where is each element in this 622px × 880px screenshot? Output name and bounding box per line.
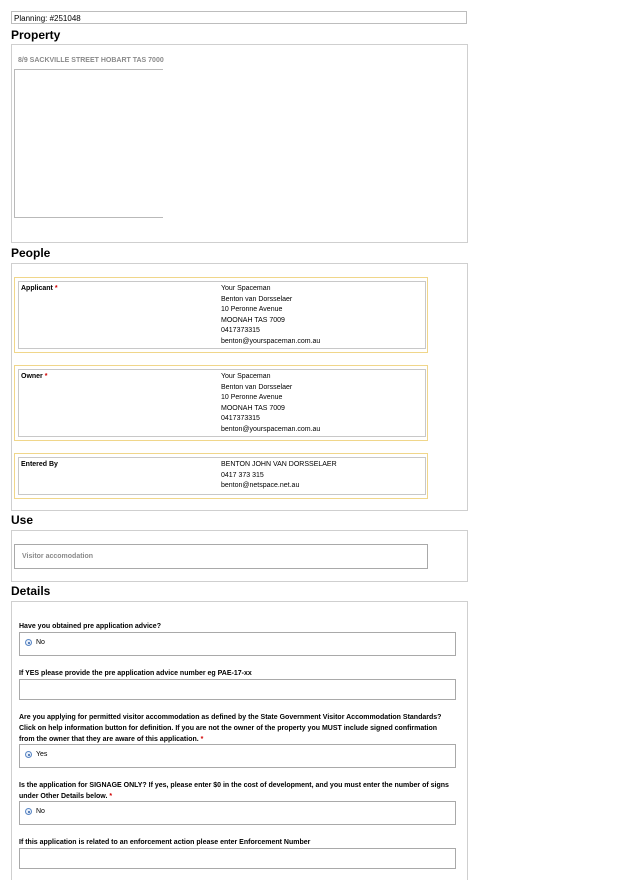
applicant-company: Your Spaceman xyxy=(221,285,271,292)
planning-number-field xyxy=(11,11,467,24)
signage-only-answer: No xyxy=(36,808,45,815)
details-heading: Details xyxy=(11,584,51,598)
owner-phone: 0417373315 xyxy=(221,415,260,423)
required-marker: * xyxy=(44,373,48,380)
signage-only-question xyxy=(19,780,449,802)
pre-application-advice-field xyxy=(19,632,456,656)
owner-name: Benton van Dorsselaer xyxy=(221,383,293,391)
pre-application-advice-question: Have you obtained pre application advice? xyxy=(19,623,161,630)
use-heading: Use xyxy=(11,513,34,527)
applicant-suburb: MOONAH TAS 7009 xyxy=(221,316,285,324)
visitor-accommodation-answer: Yes xyxy=(36,751,48,758)
entered-by-details xyxy=(221,460,337,492)
applicant-email: benton@yourspaceman.com.au xyxy=(221,337,321,345)
radio-selected-icon[interactable] xyxy=(25,639,32,646)
entered-by-phone: 0417 373 315 xyxy=(221,471,264,479)
visitor-accommodation-field xyxy=(19,744,456,768)
pre-application-advice-answer: No xyxy=(36,639,45,646)
property-heading: Property xyxy=(11,28,61,42)
planning-number-text: Planning: #251048 xyxy=(14,14,81,23)
entered-by-name: BENTON JOHN VAN DORSSELAER xyxy=(221,461,337,468)
use-input[interactable]: Visitor accomodation xyxy=(14,544,428,569)
signage-only-option[interactable] xyxy=(25,808,45,815)
owner-company: Your Spaceman xyxy=(221,373,271,380)
property-map[interactable] xyxy=(14,69,163,218)
radio-selected-icon[interactable] xyxy=(25,808,32,815)
pre-application-number-question: If YES please provide the pre application advice number eg PAE-17-xx xyxy=(19,670,252,677)
owner-email: benton@yourspaceman.com.au xyxy=(221,425,321,433)
required-marker: * xyxy=(54,285,58,292)
applicant-name: Benton van Dorsselaer xyxy=(221,295,293,303)
signage-only-field xyxy=(19,801,456,825)
people-heading: People xyxy=(11,246,51,260)
applicant-details xyxy=(221,284,320,348)
owner-label xyxy=(21,373,47,380)
required-marker: * xyxy=(200,736,204,743)
radio-selected-icon[interactable] xyxy=(25,751,32,758)
enforcement-number-input[interactable] xyxy=(19,848,456,869)
owner-suburb: MOONAH TAS 7009 xyxy=(221,404,285,412)
entered-by-email: benton@netspace.net.au xyxy=(221,482,300,490)
pre-application-advice-option[interactable] xyxy=(25,639,45,646)
applicant-label-text: Applicant xyxy=(21,285,53,292)
visitor-accommodation-question-text: Are you applying for permitted visitor accommodation as defined by the State Government Visitor Accommodation Standards? Click on help information button for definition. If you are not the owner of the property you MUST include signed confirmation from the owner that they are aware of this application. xyxy=(19,714,442,743)
owner-details xyxy=(221,372,320,436)
signage-only-question-text: Is the application for SIGNAGE ONLY? If yes, please enter $0 in the cost of development, and you must enter the number of signs under Other Details below. xyxy=(19,782,449,800)
pre-application-number-input[interactable] xyxy=(19,679,456,700)
visitor-accommodation-option[interactable] xyxy=(25,751,47,758)
entered-by-label: Entered By xyxy=(21,461,58,468)
property-address: 8/9 SACKVILLE STREET HOBART TAS 7000 xyxy=(18,57,164,64)
required-marker: * xyxy=(109,793,113,800)
applicant-street: 10 Peronne Avenue xyxy=(221,306,283,314)
visitor-accommodation-question xyxy=(19,712,449,745)
applicant-phone: 0417373315 xyxy=(221,327,260,335)
owner-label-text: Owner xyxy=(21,373,43,380)
enforcement-number-question: If this application is related to an enforcement action please enter Enforcement Number xyxy=(19,839,311,846)
applicant-label xyxy=(21,285,58,292)
owner-street: 10 Peronne Avenue xyxy=(221,394,283,402)
